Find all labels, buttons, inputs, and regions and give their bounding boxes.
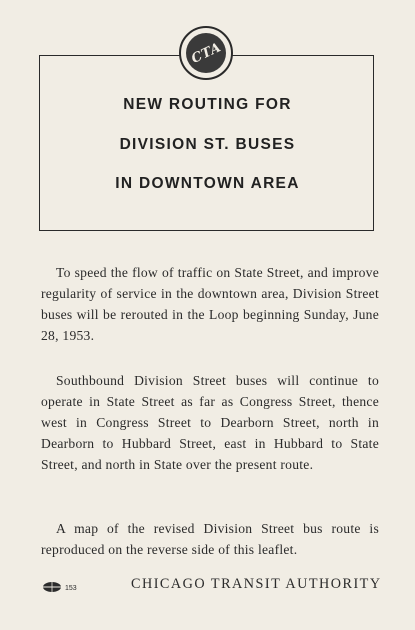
cta-logo-text: CTA: [188, 39, 224, 67]
headline-line-2: DIVISION ST. BUSES: [119, 136, 296, 153]
announcement-paragraph: To speed the flow of traffic on State Street, and improve regularity of service in the downtown area, Division Street buses will be rerouted in the Loop beginning Sunday, June 28, 1953.: [41, 265, 379, 343]
cta-logo: [179, 26, 233, 80]
route-description-paragraph: Southbound Division Street buses will continue to operate in State Street as far as Congress Street, thence west in Congress Street to Dearborn Street, north in Dearborn to Hubbard Street, east in Hubbard to State Street, and north in State over the present route.: [41, 373, 379, 472]
printer-union-mark-icon: [40, 580, 84, 594]
map-note-paragraph: A map of the revised Division Street bus route is reproduced on the reverse side of this leaflet.: [41, 521, 379, 557]
cta-logo-emblem: [186, 33, 226, 73]
organization-name: CHICAGO TRANSIT AUTHORITY: [131, 576, 382, 592]
headline-line-1: NEW ROUTING FOR: [123, 96, 292, 113]
headline-line-3: IN DOWNTOWN AREA: [115, 175, 300, 192]
print-code: 153: [65, 585, 77, 592]
